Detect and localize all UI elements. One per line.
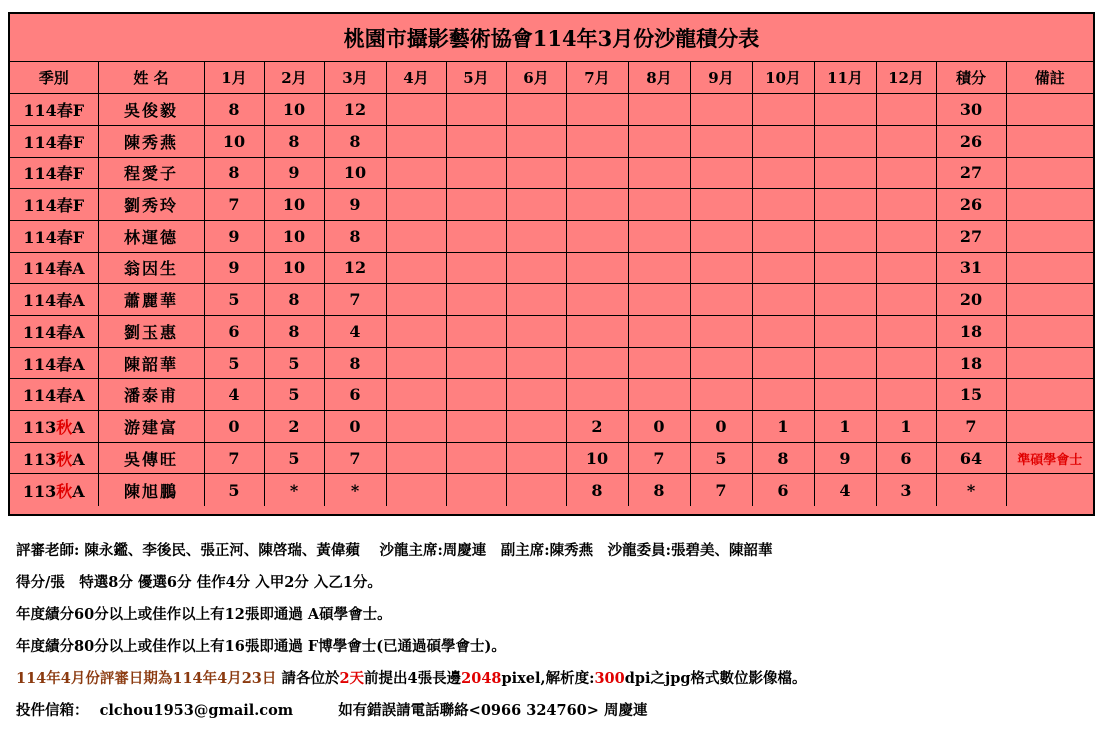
season-year: 113 xyxy=(22,449,57,469)
deadline-days: 2天 xyxy=(339,670,365,687)
total-score: 31 xyxy=(936,252,1006,284)
month-score xyxy=(566,379,628,411)
total-score: 30 xyxy=(936,94,1006,126)
month-score: * xyxy=(264,474,324,506)
table-row xyxy=(10,189,1093,221)
month-score: 8 xyxy=(566,474,628,506)
month-score xyxy=(506,347,566,379)
month-score xyxy=(386,220,446,252)
total-score: 27 xyxy=(936,157,1006,189)
month-score xyxy=(628,379,690,411)
sheet-title: 桃園市攝影藝術協會114年3月份沙龍積分表 xyxy=(10,14,1093,62)
season-level: F xyxy=(72,227,85,247)
column-header: 2月 xyxy=(264,62,324,94)
month-score: 1 xyxy=(876,411,936,443)
month-score: 8 xyxy=(264,284,324,316)
month-score xyxy=(386,189,446,221)
month-score xyxy=(752,94,814,126)
month-score xyxy=(752,220,814,252)
month-score: 2 xyxy=(264,411,324,443)
month-score xyxy=(386,157,446,189)
table-row xyxy=(10,125,1093,157)
month-score xyxy=(752,157,814,189)
member-name: 程愛子 xyxy=(98,157,204,189)
season-level: F xyxy=(72,164,85,184)
score-sheet xyxy=(8,12,1095,516)
month-score: 12 xyxy=(324,94,386,126)
rule-f-line: 年度績分80分以上或佳作以上有16張即通過 F博學會士(已通過碩學會士)。 xyxy=(16,638,506,655)
member-name: 翁因生 xyxy=(98,252,204,284)
month-score xyxy=(446,316,506,348)
member-name: 潘泰甫 xyxy=(98,379,204,411)
month-score xyxy=(506,94,566,126)
month-score xyxy=(690,157,752,189)
contact-line xyxy=(16,695,1096,727)
month-score xyxy=(566,189,628,221)
total-score: * xyxy=(936,474,1006,506)
month-score: 10 xyxy=(264,220,324,252)
month-score xyxy=(814,284,876,316)
month-score: 0 xyxy=(628,411,690,443)
season-level: A xyxy=(72,417,85,437)
column-header: 10月 xyxy=(752,62,814,94)
month-score: 9 xyxy=(324,189,386,221)
month-score xyxy=(814,252,876,284)
month-score xyxy=(876,252,936,284)
month-score xyxy=(386,125,446,157)
table-row xyxy=(10,411,1093,443)
month-score xyxy=(446,284,506,316)
month-score xyxy=(386,379,446,411)
deadline-date: 114年4月份評審日期為114年4月23日 xyxy=(16,670,277,687)
remark xyxy=(1006,157,1093,189)
deadline-pixels: 2048 xyxy=(461,670,502,687)
season-year: 114 xyxy=(22,386,57,406)
month-score: 6 xyxy=(324,379,386,411)
column-header: 積分 xyxy=(936,62,1006,94)
month-score xyxy=(876,379,936,411)
month-score xyxy=(876,220,936,252)
table-row xyxy=(10,316,1093,348)
month-score xyxy=(628,125,690,157)
season-year: 114 xyxy=(23,196,57,216)
month-score: 8 xyxy=(204,94,264,126)
season-level: A xyxy=(72,354,85,374)
season-year: 114 xyxy=(23,164,57,184)
month-score xyxy=(446,189,506,221)
month-score: 8 xyxy=(264,125,324,157)
month-score xyxy=(506,411,566,443)
remark xyxy=(1006,411,1093,443)
judges-line: 評審老師: 陳永鑑、李後民、張正河、陳啓瑞、黃偉蘋 沙龍主席:周慶連 副主席:陳秀燕 沙龍委員:張碧美、陳韶華 xyxy=(16,542,773,559)
total-score: 20 xyxy=(936,284,1006,316)
month-score: 10 xyxy=(264,189,324,221)
month-score xyxy=(814,347,876,379)
season-mark: 春 xyxy=(56,386,73,406)
month-score: * xyxy=(324,474,386,506)
month-score xyxy=(690,316,752,348)
total-score: 15 xyxy=(936,379,1006,411)
season-cell xyxy=(10,347,98,379)
season-mark: 春 xyxy=(56,259,73,279)
season-level: A xyxy=(72,386,85,406)
total-score: 26 xyxy=(936,125,1006,157)
month-score xyxy=(386,411,446,443)
month-score: 8 xyxy=(628,474,690,506)
season-level: A xyxy=(72,449,85,469)
month-score xyxy=(506,284,566,316)
table-row xyxy=(10,220,1093,252)
notes-section xyxy=(16,535,1096,727)
month-score xyxy=(690,252,752,284)
month-score xyxy=(628,157,690,189)
season-year: 114 xyxy=(23,227,57,247)
column-header: 8月 xyxy=(628,62,690,94)
season-level: A xyxy=(72,259,85,279)
month-score: 9 xyxy=(264,157,324,189)
month-score xyxy=(386,474,446,506)
month-score xyxy=(506,316,566,348)
month-score xyxy=(690,189,752,221)
season-cell xyxy=(10,316,98,348)
scoring-line: 得分/張 特選8分 優選6分 佳作4分 入甲2分 入乙1分。 xyxy=(16,574,382,591)
member-name: 陳秀燕 xyxy=(98,125,204,157)
month-score xyxy=(814,316,876,348)
remark xyxy=(1006,252,1093,284)
season-year: 114 xyxy=(22,322,57,342)
month-score xyxy=(386,94,446,126)
member-name: 蕭麗華 xyxy=(98,284,204,316)
month-score: 10 xyxy=(324,157,386,189)
month-score xyxy=(446,411,506,443)
header-row xyxy=(10,62,1093,94)
season-cell xyxy=(10,220,98,252)
month-score: 7 xyxy=(204,442,264,474)
month-score: 0 xyxy=(324,411,386,443)
season-year: 113 xyxy=(22,481,57,501)
month-score: 7 xyxy=(324,284,386,316)
month-score: 1 xyxy=(814,411,876,443)
season-mark: 春 xyxy=(56,196,73,216)
total-score: 64 xyxy=(936,442,1006,474)
month-score xyxy=(506,442,566,474)
month-score xyxy=(386,284,446,316)
month-score xyxy=(628,252,690,284)
month-score xyxy=(752,316,814,348)
season-year: 113 xyxy=(22,417,57,437)
month-score: 10 xyxy=(566,442,628,474)
month-score xyxy=(446,252,506,284)
season-mark: 秋 xyxy=(56,449,73,469)
season-mark: 春 xyxy=(56,354,73,374)
season-mark: 春 xyxy=(56,291,73,311)
month-score xyxy=(628,347,690,379)
member-name: 陳旭鵬 xyxy=(98,474,204,506)
season-cell xyxy=(10,252,98,284)
month-score: 10 xyxy=(264,94,324,126)
month-score xyxy=(690,125,752,157)
month-score xyxy=(814,157,876,189)
month-score: 10 xyxy=(204,125,264,157)
month-score xyxy=(876,316,936,348)
month-score xyxy=(386,442,446,474)
month-score: 4 xyxy=(204,379,264,411)
season-cell xyxy=(10,474,98,506)
month-score xyxy=(752,252,814,284)
month-score: 8 xyxy=(752,442,814,474)
deadline-text-4: dpi之jpg格式數位影像檔。 xyxy=(624,670,807,687)
score-table xyxy=(10,62,1093,506)
month-score: 9 xyxy=(204,220,264,252)
month-score: 0 xyxy=(204,411,264,443)
month-score xyxy=(446,125,506,157)
month-score xyxy=(876,189,936,221)
column-header: 9月 xyxy=(690,62,752,94)
season-year: 114 xyxy=(22,291,57,311)
month-score xyxy=(566,157,628,189)
column-header: 5月 xyxy=(446,62,506,94)
month-score xyxy=(386,316,446,348)
month-score xyxy=(628,284,690,316)
month-score xyxy=(752,189,814,221)
month-score xyxy=(446,347,506,379)
season-cell xyxy=(10,379,98,411)
total-score: 18 xyxy=(936,316,1006,348)
member-name: 游建富 xyxy=(98,411,204,443)
season-cell xyxy=(10,94,98,126)
month-score xyxy=(876,157,936,189)
month-score: 6 xyxy=(204,316,264,348)
month-score xyxy=(752,284,814,316)
season-level: A xyxy=(72,322,85,342)
month-score: 6 xyxy=(876,442,936,474)
member-name: 林運德 xyxy=(98,220,204,252)
month-score xyxy=(752,125,814,157)
month-score: 5 xyxy=(204,347,264,379)
column-header: 11月 xyxy=(814,62,876,94)
table-row xyxy=(10,94,1093,126)
remark: 準碩學會士 xyxy=(1006,442,1093,474)
month-score xyxy=(876,347,936,379)
month-score xyxy=(690,379,752,411)
table-row xyxy=(10,442,1093,474)
month-score: 8 xyxy=(324,220,386,252)
column-header: 季別 xyxy=(10,62,98,94)
deadline-text-2: 前提出4張長邊 xyxy=(364,670,462,687)
month-score xyxy=(566,284,628,316)
season-cell xyxy=(10,442,98,474)
remark xyxy=(1006,347,1093,379)
column-header: 6月 xyxy=(506,62,566,94)
month-score: 5 xyxy=(264,442,324,474)
season-cell xyxy=(10,284,98,316)
season-year: 114 xyxy=(22,354,57,374)
member-name: 劉秀玲 xyxy=(98,189,204,221)
table-row xyxy=(10,379,1093,411)
month-score: 12 xyxy=(324,252,386,284)
month-score xyxy=(506,379,566,411)
month-score: 4 xyxy=(814,474,876,506)
month-score xyxy=(690,94,752,126)
month-score xyxy=(506,189,566,221)
season-level: A xyxy=(72,481,85,501)
season-year: 114 xyxy=(23,101,57,121)
month-score xyxy=(752,347,814,379)
column-header: 7月 xyxy=(566,62,628,94)
month-score: 10 xyxy=(264,252,324,284)
month-score xyxy=(566,347,628,379)
month-score xyxy=(628,94,690,126)
season-level: F xyxy=(72,132,85,152)
season-mark: 秋 xyxy=(56,417,73,437)
remark xyxy=(1006,474,1093,506)
rule-a-line: 年度績分60分以上或佳作以上有12張即通過 A碩學會士。 xyxy=(16,606,392,623)
month-score xyxy=(814,94,876,126)
month-score: 6 xyxy=(752,474,814,506)
month-score xyxy=(446,94,506,126)
table-row xyxy=(10,347,1093,379)
month-score xyxy=(876,94,936,126)
month-score xyxy=(386,252,446,284)
remark xyxy=(1006,316,1093,348)
month-score xyxy=(566,316,628,348)
remark xyxy=(1006,189,1093,221)
remark xyxy=(1006,220,1093,252)
total-score: 7 xyxy=(936,411,1006,443)
contact-label: 投件信箱： xyxy=(16,702,89,719)
month-score: 7 xyxy=(690,474,752,506)
month-score: 7 xyxy=(324,442,386,474)
total-score: 27 xyxy=(936,220,1006,252)
month-score xyxy=(690,220,752,252)
month-score xyxy=(446,379,506,411)
month-score xyxy=(506,252,566,284)
column-header: 12月 xyxy=(876,62,936,94)
table-row xyxy=(10,252,1093,284)
season-cell xyxy=(10,189,98,221)
column-header: 1月 xyxy=(204,62,264,94)
month-score xyxy=(566,220,628,252)
month-score xyxy=(566,94,628,126)
month-score: 7 xyxy=(628,442,690,474)
month-score: 1 xyxy=(752,411,814,443)
month-score: 3 xyxy=(876,474,936,506)
month-score: 4 xyxy=(324,316,386,348)
month-score xyxy=(446,474,506,506)
contact-phone: 如有錯誤請電話聯絡<0966 324760> 周慶連 xyxy=(338,702,648,719)
month-score xyxy=(876,125,936,157)
month-score xyxy=(506,157,566,189)
remark xyxy=(1006,94,1093,126)
month-score xyxy=(446,220,506,252)
season-mark: 春 xyxy=(56,132,73,152)
season-cell xyxy=(10,411,98,443)
member-name: 吳傳旺 xyxy=(98,442,204,474)
column-header: 3月 xyxy=(324,62,386,94)
month-score: 2 xyxy=(566,411,628,443)
month-score xyxy=(566,252,628,284)
month-score xyxy=(506,125,566,157)
month-score: 9 xyxy=(204,252,264,284)
remark xyxy=(1006,379,1093,411)
month-score xyxy=(506,220,566,252)
month-score xyxy=(752,379,814,411)
month-score xyxy=(566,125,628,157)
season-year: 114 xyxy=(22,259,57,279)
month-score xyxy=(506,474,566,506)
season-mark: 春 xyxy=(56,164,73,184)
season-cell xyxy=(10,157,98,189)
deadline-line xyxy=(16,663,1096,695)
season-mark: 春 xyxy=(56,101,73,121)
month-score: 5 xyxy=(264,379,324,411)
deadline-text-3: pixel,解析度: xyxy=(501,670,595,687)
month-score xyxy=(814,379,876,411)
month-score xyxy=(628,189,690,221)
month-score: 8 xyxy=(204,157,264,189)
month-score: 0 xyxy=(690,411,752,443)
month-score: 9 xyxy=(814,442,876,474)
table-row xyxy=(10,157,1093,189)
column-header: 姓 名 xyxy=(98,62,204,94)
month-score: 5 xyxy=(264,347,324,379)
season-cell xyxy=(10,125,98,157)
season-mark: 春 xyxy=(56,322,73,342)
season-mark: 春 xyxy=(56,227,73,247)
month-score: 5 xyxy=(690,442,752,474)
season-mark: 秋 xyxy=(56,481,73,501)
table-row xyxy=(10,284,1093,316)
remark xyxy=(1006,284,1093,316)
month-score xyxy=(690,347,752,379)
month-score xyxy=(690,284,752,316)
column-header: 備註 xyxy=(1006,62,1093,94)
season-year: 114 xyxy=(23,132,57,152)
remark xyxy=(1006,125,1093,157)
season-level: F xyxy=(72,196,85,216)
season-level: A xyxy=(72,291,85,311)
member-name: 陳韶華 xyxy=(98,347,204,379)
member-name: 吳俊毅 xyxy=(98,94,204,126)
month-score xyxy=(814,125,876,157)
month-score xyxy=(446,442,506,474)
month-score: 8 xyxy=(324,125,386,157)
month-score xyxy=(814,220,876,252)
total-score: 18 xyxy=(936,347,1006,379)
month-score: 8 xyxy=(324,347,386,379)
month-score xyxy=(628,220,690,252)
month-score: 5 xyxy=(204,474,264,506)
contact-email[interactable]: clchou1953@gmail.com xyxy=(99,702,294,719)
season-level: F xyxy=(72,101,85,121)
member-name: 劉玉惠 xyxy=(98,316,204,348)
column-header: 4月 xyxy=(386,62,446,94)
month-score: 8 xyxy=(264,316,324,348)
table-row xyxy=(10,474,1093,506)
month-score xyxy=(814,189,876,221)
month-score xyxy=(446,157,506,189)
total-score: 26 xyxy=(936,189,1006,221)
month-score: 7 xyxy=(204,189,264,221)
month-score xyxy=(386,347,446,379)
deadline-text-1: 請各位於 xyxy=(276,670,340,687)
month-score xyxy=(628,316,690,348)
month-score xyxy=(876,284,936,316)
month-score: 5 xyxy=(204,284,264,316)
deadline-dpi: 300 xyxy=(594,670,625,687)
